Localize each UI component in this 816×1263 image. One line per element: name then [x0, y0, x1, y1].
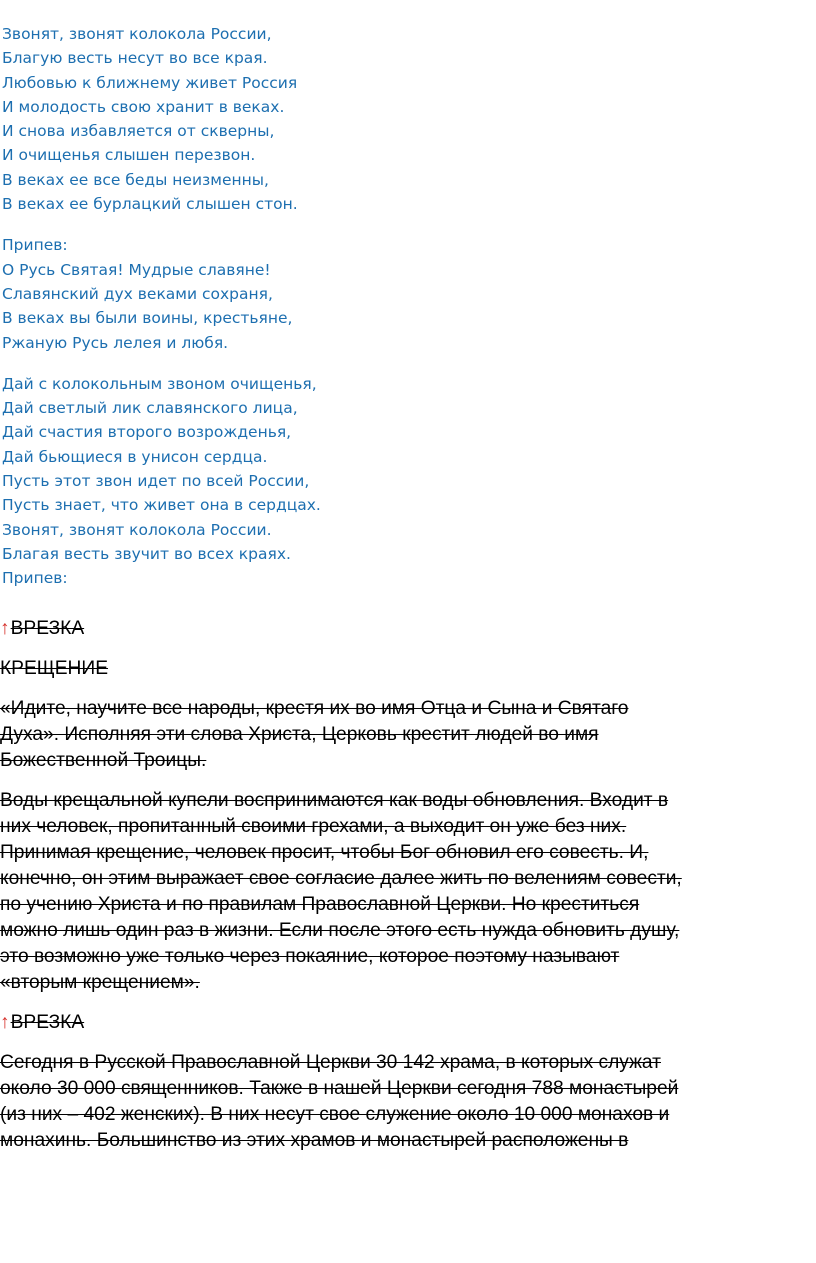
poem-line: Дай светлый лик славянского лица,	[2, 399, 298, 418]
poem-stanza-2	[2, 372, 702, 591]
text-line: «Идите, научите все народы, крестя их во имя Отца и Сына и Святаго	[0, 698, 629, 719]
poem-line: Звонят, звонят колокола России,	[2, 25, 272, 43]
poem-line: Дай счастия второго возрожденья,	[2, 423, 292, 442]
poem-line: В веках ее бурлацкий слышен стон.	[2, 195, 298, 214]
text-line: это возможно уже только через покаяние, которое поэтому называют	[0, 946, 620, 967]
insert-marker-2	[0, 1010, 812, 1036]
text-line: можно лишь один раз в жизни. Если после этого есть нужда обновить душу,	[0, 920, 680, 941]
poem-stanza-1	[2, 22, 702, 216]
paragraph-3	[0, 1050, 812, 1154]
text-line: Сегодня в Русской Православной Церкви 30 142 храма, в которых служат	[0, 1052, 661, 1073]
prose	[0, 616, 812, 1168]
poem-line: И очищенья слышен перезвон.	[2, 146, 256, 165]
poem-line: Пусть этот звон идет по всей России,	[2, 472, 310, 491]
chorus-label: Припев:	[2, 236, 68, 255]
text-line: монахинь. Большинство из этих храмов и монастырей расположены в	[0, 1130, 629, 1151]
poem-line: Славянский дух веками сохраня,	[2, 284, 273, 303]
text-line: них человек, пропитанный своими грехами, а выходит он уже без них.	[0, 816, 627, 837]
insert-label: ВРЕЗКА	[10, 1012, 85, 1033]
text-line: по учению Христа и по правилам Православной Церкви. Но креститься	[0, 894, 640, 915]
poem-line: О Русь Святая! Мудрые славяне!	[2, 260, 271, 279]
poem-line: И снова избавляется от скверны,	[2, 122, 275, 141]
text-line: Принимая крещение, человек просит, чтобы Бог обновил его совесть. И,	[0, 842, 649, 863]
up-arrow-icon: ↑	[0, 1012, 10, 1033]
poem-line: В веках вы были воины, крестьяне,	[2, 309, 293, 328]
poem-line: Благую весть несут во все края.	[2, 49, 268, 68]
poem-line: И молодость свою хранит в веках.	[2, 97, 285, 116]
insert-marker-1	[0, 616, 812, 642]
text-line: (из них – 402 женских). В них несут свое служение около 10 000 монахов и	[0, 1104, 670, 1125]
insert-label: ВРЕЗКА	[10, 618, 85, 639]
poem-line: Любовью к ближнему живет Россия	[2, 73, 298, 92]
poem-line: Ржаную Русь лелея и любя.	[2, 333, 229, 352]
up-arrow-icon: ↑	[0, 618, 10, 639]
text-line: Духа». Исполняя эти слова Христа, Церковь крестит людей во имя	[0, 724, 599, 745]
poem-line: Звонят, звонят колокола России.	[2, 520, 272, 539]
poem-line: Дай с колокольным звоном очищенья,	[2, 374, 317, 393]
poem-line: В веках ее все беды неизменны,	[2, 170, 269, 189]
text-line: Божественной Троицы.	[0, 750, 207, 771]
poem-line: Благая весть звучит во всех краях.	[2, 544, 291, 563]
text-line: конечно, он этим выражает свое согласие далее жить по велениям совести,	[0, 868, 682, 889]
chorus-label: Припев:	[2, 569, 68, 588]
paragraph-1	[0, 696, 812, 774]
poem	[2, 22, 702, 591]
text-line: «вторым крещением».	[0, 972, 200, 993]
section-heading: КРЕЩЕНИЕ	[0, 658, 109, 679]
text-line: Воды крещальной купели воспринимаются как воды обновления. Входит в	[0, 790, 669, 811]
text-line: около 30 000 священников. Также в нашей Церкви сегодня 788 монастырей	[0, 1078, 679, 1099]
poem-chorus	[2, 233, 702, 354]
paragraph-2	[0, 788, 812, 996]
poem-line: Дай бьющиеся в унисон сердца.	[2, 447, 268, 466]
poem-line: Пусть знает, что живет она в сердцах.	[2, 496, 321, 515]
